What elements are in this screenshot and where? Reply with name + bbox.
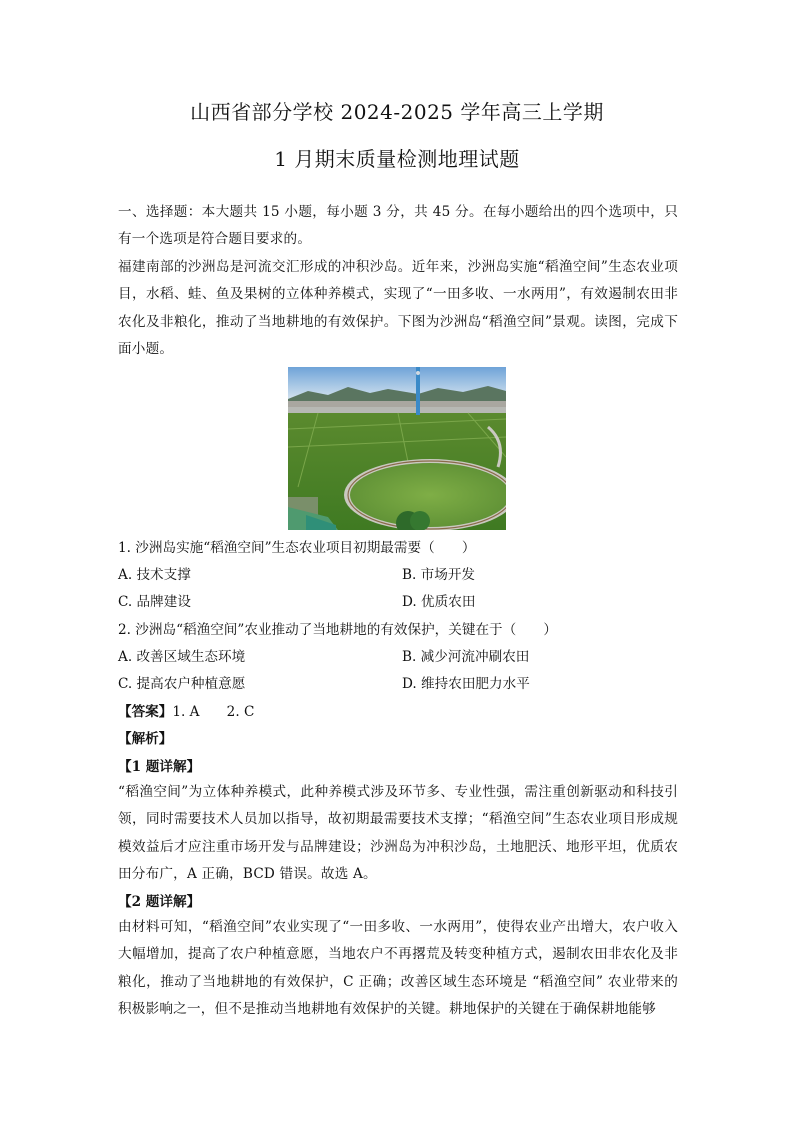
question-2-stem: 2. 沙洲岛“稻渔空间”农业推动了当地耕地的有效保护，关键在于（ ） bbox=[118, 622, 558, 638]
question-2-option-d[interactable]: D. 维持农田肥力水平 bbox=[402, 676, 530, 692]
exam-title-line2: 1 月期末质量检测地理试题 bbox=[274, 147, 520, 171]
rice-fish-landscape-photo bbox=[288, 367, 506, 530]
detail-2-label: 【2 题详解】 bbox=[118, 894, 201, 910]
exam-title-line1: 山西省部分学校 2024-2025 学年高三上学期 bbox=[190, 100, 604, 124]
detail-2-text: 由材料可知，“稻渔空间”农业实现了“一田多收、一水两用”，使得农业产出增大，农户收入大幅增加，提高了农户种植意愿，当地农户不再撂荒及转变种植方式，遏制农田非农化及非粮化，推动了当地耕地的有效保护，C 正确；改善区域生态环境是 “稻渔空间” 农业带来的积极影响之一，但不是推动当地耕地有效保护的关键。耕地保护的关键在于确保耕地能够 bbox=[118, 919, 678, 1018]
question-1-option-a[interactable]: A. 技术支撑 bbox=[118, 567, 191, 583]
question-1-option-b[interactable]: B. 市场开发 bbox=[402, 567, 476, 583]
analysis-label: 【解析】 bbox=[118, 731, 173, 747]
detail-1-label: 【1 题详解】 bbox=[118, 759, 201, 775]
question-1-option-d[interactable]: D. 优质农田 bbox=[402, 594, 476, 610]
answer-line bbox=[118, 702, 254, 722]
question-material: 福建南部的沙洲岛是河流交汇形成的冲积沙岛。近年来，沙洲岛实施“稻渔空间”生态农业项目，水稻、蛙、鱼及果树的立体种养模式，实现了“一田多收、一水两用”，有效遏制农田非农化及非粮化，推动了当地耕地的有效保护。下图为沙洲岛“稻渔空间”景观。读图，完成下面小题。 bbox=[118, 259, 678, 358]
section-instructions: 一、选择题：本大题共 15 小题，每小题 3 分，共 45 分。在每小题给出的四个选项中，只有一个选项是符合题目要求的。 bbox=[118, 204, 678, 248]
question-2-option-b[interactable]: B. 减少河流冲刷农田 bbox=[402, 649, 530, 665]
question-1-option-c[interactable]: C. 品牌建设 bbox=[118, 594, 191, 610]
question-1-stem: 1. 沙洲岛实施“稻渔空间”生态农业项目初期最需要（ ） bbox=[118, 540, 476, 556]
question-2-option-a[interactable]: A. 改善区域生态环境 bbox=[118, 649, 246, 665]
answer-label: 【答案】 bbox=[118, 704, 173, 720]
answer-text: 1. A 2. C bbox=[172, 704, 255, 720]
question-2-option-c[interactable]: C. 提高农户种植意愿 bbox=[118, 676, 246, 692]
detail-1-text: “稻渔空间”为立体种养模式，此种养模式涉及环节多、专业性强，需注重创新驱动和科技引领，同时需要技术人员加以指导，故初期最需要技术支撑；“稻渔空间”生态农业项目形成规模效益后才应注重市场开发与品牌建设；沙洲岛为冲积沙岛，土地肥沃、地形平坦，优质农田分布广，A 正确，BCD 错误。故选 A。 bbox=[118, 784, 678, 883]
